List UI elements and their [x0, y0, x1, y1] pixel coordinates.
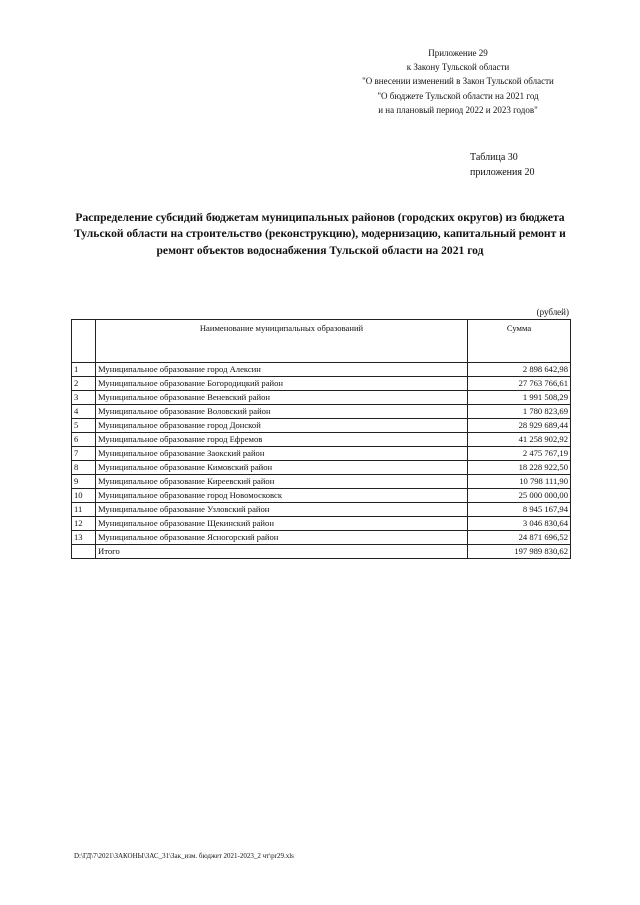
total-number-cell [72, 545, 96, 559]
document-title: Распределение субсидий бюджетам муниципальных районов (городских округов) из бюджета Тульской области на строительство (реконструкцию), модернизацию, капитальный ремонт и ремонт объектов водоснабжения Тульской области на 2021 год [74, 211, 566, 257]
total-row [72, 545, 571, 559]
appendix-line-2: к Закону Тульской области [406, 62, 510, 73]
municipality-name: Муниципальное образование Веневский район [96, 391, 468, 405]
municipality-name: Муниципальное образование Кимовский район [96, 461, 468, 475]
subsidy-amount: 41 258 902,92 [468, 433, 571, 447]
table-row [72, 517, 571, 531]
subsidy-amount: 18 228 922,50 [468, 461, 571, 475]
row-number: 11 [72, 503, 96, 517]
municipality-name: Муниципальное образование город Ефремов [96, 433, 468, 447]
subsidy-amount: 8 945 167,94 [468, 503, 571, 517]
row-number: 12 [72, 517, 96, 531]
table-reference [470, 150, 534, 180]
table-row [72, 377, 571, 391]
subsidy-amount: 25 000 000,00 [468, 489, 571, 503]
row-number: 6 [72, 433, 96, 447]
subsidy-amount: 1 780 823,69 [468, 405, 571, 419]
table-row [72, 531, 571, 545]
table-row [72, 489, 571, 503]
table-row [72, 475, 571, 489]
table-row [72, 461, 571, 475]
table-ref-line-2: приложения 20 [470, 167, 535, 178]
municipality-name: Муниципальное образование Заокский район [96, 447, 468, 461]
subsidy-amount: 27 763 766,61 [468, 377, 571, 391]
row-number: 13 [72, 531, 96, 545]
subsidy-amount: 10 798 111,90 [468, 475, 571, 489]
municipality-name: Муниципальное образование город Новомосковск [96, 489, 468, 503]
table-row [72, 433, 571, 447]
row-number: 4 [72, 405, 96, 419]
subsidy-amount: 3 046 830,64 [468, 517, 571, 531]
row-number: 2 [72, 377, 96, 391]
row-number: 10 [72, 489, 96, 503]
header-sum: Сумма [468, 320, 571, 363]
municipality-name: Муниципальное образование Богородицкий район [96, 377, 468, 391]
subsidy-amount: 28 929 689,44 [468, 419, 571, 433]
subsidy-amount: 2 475 767,19 [468, 447, 571, 461]
table-row [72, 405, 571, 419]
row-number: 9 [72, 475, 96, 489]
table-row [72, 503, 571, 517]
table-header-row [72, 320, 571, 363]
subsidy-amount: 1 991 508,29 [468, 391, 571, 405]
appendix-line-4: "О бюджете Тульской области на 2021 год [377, 90, 539, 101]
row-number: 5 [72, 419, 96, 433]
municipality-name: Муниципальное образование город Алексин [96, 363, 468, 377]
municipality-name: Муниципальное образование Киреевский район [96, 475, 468, 489]
row-number: 8 [72, 461, 96, 475]
table-ref-line-1: Таблица 30 [470, 152, 518, 163]
municipality-name: Муниципальное образование Узловский район [96, 503, 468, 517]
subsidy-amount: 2 898 642,98 [468, 363, 571, 377]
appendix-header [300, 46, 616, 117]
appendix-line-3: "О внесении изменений в Закон Тульской области [362, 76, 554, 87]
subsidy-amount: 24 871 696,52 [468, 531, 571, 545]
appendix-line-1: Приложение 29 [428, 48, 488, 58]
units-label: (рублей) [536, 307, 569, 317]
header-number [72, 320, 96, 363]
appendix-line-5: и на плановый период 2022 и 2023 годов" [378, 104, 538, 115]
table-row [72, 447, 571, 461]
table-row [72, 391, 571, 405]
subsidy-table [71, 319, 571, 559]
municipality-name: Муниципальное образование Щекинский район [96, 517, 468, 531]
table-row [72, 419, 571, 433]
row-number: 7 [72, 447, 96, 461]
municipality-name: Муниципальное образование Воловский район [96, 405, 468, 419]
total-amount: 197 989 830,62 [468, 545, 571, 559]
header-name: Наименование муниципальных образований [96, 320, 468, 363]
table-row [72, 363, 571, 377]
row-number: 3 [72, 391, 96, 405]
municipality-name: Муниципальное образование город Донской [96, 419, 468, 433]
municipality-name: Муниципальное образование Ясногорский район [96, 531, 468, 545]
row-number: 1 [72, 363, 96, 377]
file-path-footer: D:\ГД\7\2021\ЗАКОНЫ\ЗАС_31\Зак_изм. бюджет 2021-2023_2 чт\pr29.xls [74, 852, 294, 860]
total-label: Итого [96, 545, 468, 559]
